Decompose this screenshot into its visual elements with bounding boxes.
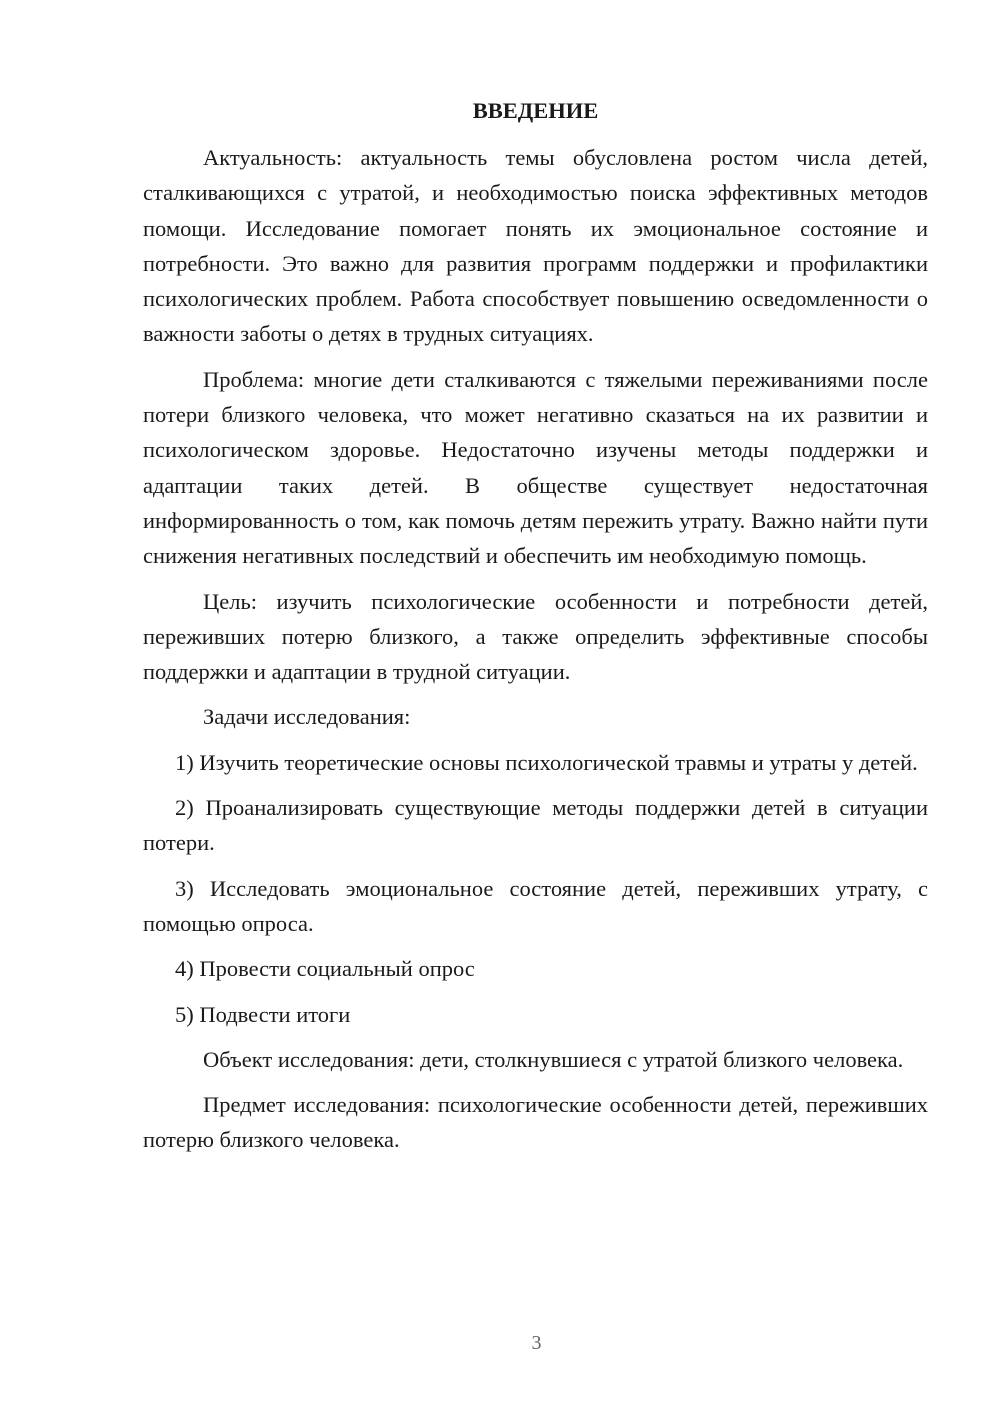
paragraph-subject: Предмет исследования: психологические особенности детей, переживших потерю близкого человека. — [143, 1092, 928, 1153]
section-title: ВВЕДЕНИЕ — [472, 98, 599, 123]
task-item-2: 2) Проанализировать существующие методы поддержки детей в ситуации потери. — [143, 795, 928, 856]
paragraph-object: Объект исследования: дети, столкнувшиеся с утратой близкого человека. — [203, 1046, 904, 1072]
task-item-3: 3) Исследовать эмоциональное состояние детей, переживших утрату, с помощью опроса. — [143, 875, 928, 936]
tasks-heading: Задачи исследования: — [203, 704, 411, 730]
page-body — [143, 93, 928, 1168]
page-number: 3 — [531, 1332, 542, 1354]
task-item-5: 5) Подвести итоги — [175, 1001, 351, 1027]
task-item-4: 4) Провести социальный опрос — [175, 956, 475, 982]
paragraph-problem: Проблема: многие дети сталкиваются с тяжелыми переживаниями после потери близкого человека, что может негативно сказаться на их развитии и психологическом здоровье. Недостаточно изучены методы поддержки и адаптации таких детей. В обществе существует недостаточная информированность о том, как помочь детям пережить утрату. Важно найти пути снижения негативных последствий и обеспечить им необходимую помощь. — [143, 366, 928, 569]
paragraph-goal: Цель: изучить психологические особенности и потребности детей, переживших потерю близкого, а также определить эффективные способы поддержки и адаптации в трудной ситуации. — [143, 588, 928, 685]
paragraph-relevance: Актуальность: актуальность темы обусловлена ростом числа детей, сталкивающихся с утратой, и необходимостью поиска эффективных методов помощи. Исследование помогает понять их эмоциональное состояние и потребности. Это важно для развития программ поддержки и профилактики психологических проблем. Работа способствует повышению осведомленности о важности заботы о детях в трудных ситуациях. — [143, 145, 928, 347]
task-item-1: 1) Изучить теоретические основы психологической травмы и утраты у детей. — [175, 749, 918, 775]
